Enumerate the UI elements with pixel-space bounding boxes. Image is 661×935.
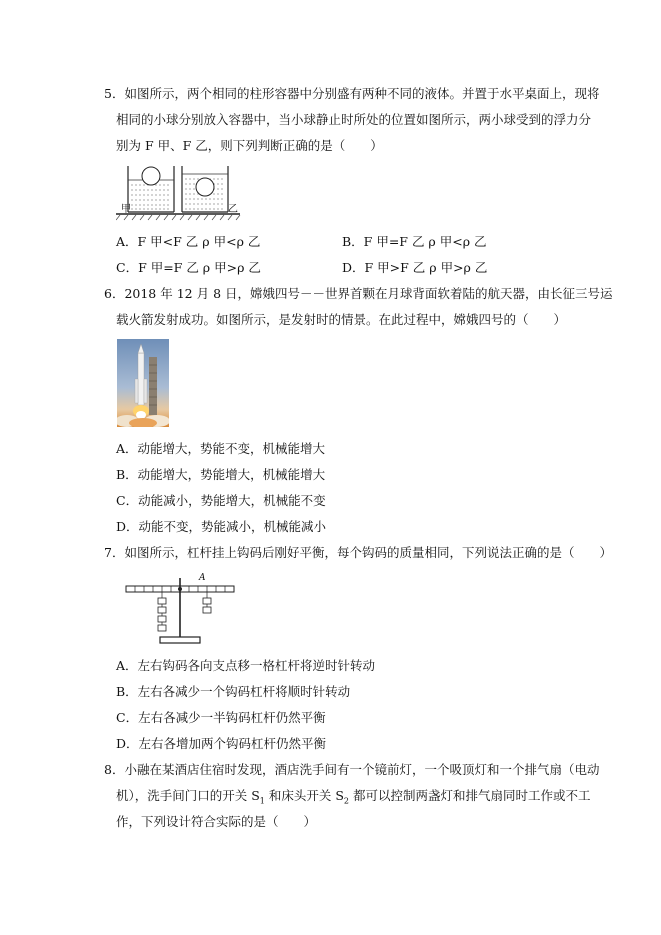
q5-containers-figure	[116, 160, 242, 222]
container-left	[128, 166, 174, 212]
container-right	[182, 166, 228, 212]
q7-option-c: C．左右各减少一半钩码杠杆仍然平衡	[116, 710, 326, 725]
q8-line-2-part-c: 都可以控制两盏灯和排气扇同时工作或不工	[349, 788, 591, 803]
q8-s1-subscript: 1	[259, 796, 265, 806]
q5-line-1: 5．如图所示，两个相同的柱形容器中分别盛有两种不同的液体。并置于水平桌面上，现将	[104, 86, 600, 101]
q7-option-b: B．左右各减少一个钩码杠杆将顺时针转动	[116, 684, 351, 699]
q7-line-1: 7．如图所示，杠杆挂上钩码后刚好平衡，每个钩码的质量相同，下列说法正确的是（ ）	[104, 545, 612, 560]
q5-label-yi: 乙	[228, 204, 238, 215]
q7-option-d: D．左右各增加两个钩码杠杆仍然平衡	[116, 736, 327, 751]
q5-option-a: A．F 甲<F 乙 ρ 甲<ρ 乙	[116, 234, 261, 249]
q8-line-2-part-a: 机），洗手间门口的开关 S	[116, 788, 260, 803]
q6-option-d: D．动能不变，势能减小，机械能减小	[116, 519, 327, 534]
q8-line-1: 8．小融在某酒店住宿时发现，酒店洗手间有一个镜前灯，一个吸顶灯和一个排气扇（电动	[104, 762, 600, 777]
q5-option-b: B．F 甲=F 乙 ρ 甲<ρ 乙	[342, 234, 487, 249]
q5-line-2: 相同的小球分别放入容器中，当小球静止时所处的位置如图所示，两小球受到的浮力分	[116, 112, 592, 127]
q6-line-1: 6．2018 年 12 月 8 日，嫦娥四号－－世界首颗在月球背面软着陆的航天器，由长征三号运	[104, 286, 613, 301]
q6-rocket-launch-photo	[117, 339, 169, 427]
q6-option-c: C．动能减小，势能增大，机械能不变	[116, 493, 326, 508]
q7-label-a: A	[199, 573, 206, 583]
q5-label-jia: 甲	[121, 204, 131, 215]
q5-option-d: D．F 甲>F 乙 ρ 甲>ρ 乙	[342, 260, 488, 275]
q6-line-2: 载火箭发射成功。如图所示，是发射时的情景。在此过程中，嫦娥四号的（ ）	[116, 312, 567, 327]
q8-s2-subscript: 2	[343, 796, 349, 806]
q6-option-b: B．动能增大，势能增大，机械能增大	[116, 467, 326, 482]
q8-line-3: 作，下列设计符合实际的是（ ）	[116, 814, 317, 829]
q7-option-a: A．左右钩码各向支点移一格杠杆将逆时针转动	[116, 658, 376, 673]
q5-line-3: 别为 F 甲、F 乙，则下列判断正确的是（ ）	[116, 138, 383, 153]
q6-option-a: A．动能增大，势能不变，机械能增大	[116, 441, 326, 456]
q7-lever-figure	[124, 576, 236, 646]
q5-option-c: C．F 甲=F 乙 ρ 甲>ρ 乙	[116, 260, 261, 275]
q8-line-2	[116, 787, 590, 811]
q8-line-2-part-b: 和床头开关 S	[264, 788, 344, 803]
